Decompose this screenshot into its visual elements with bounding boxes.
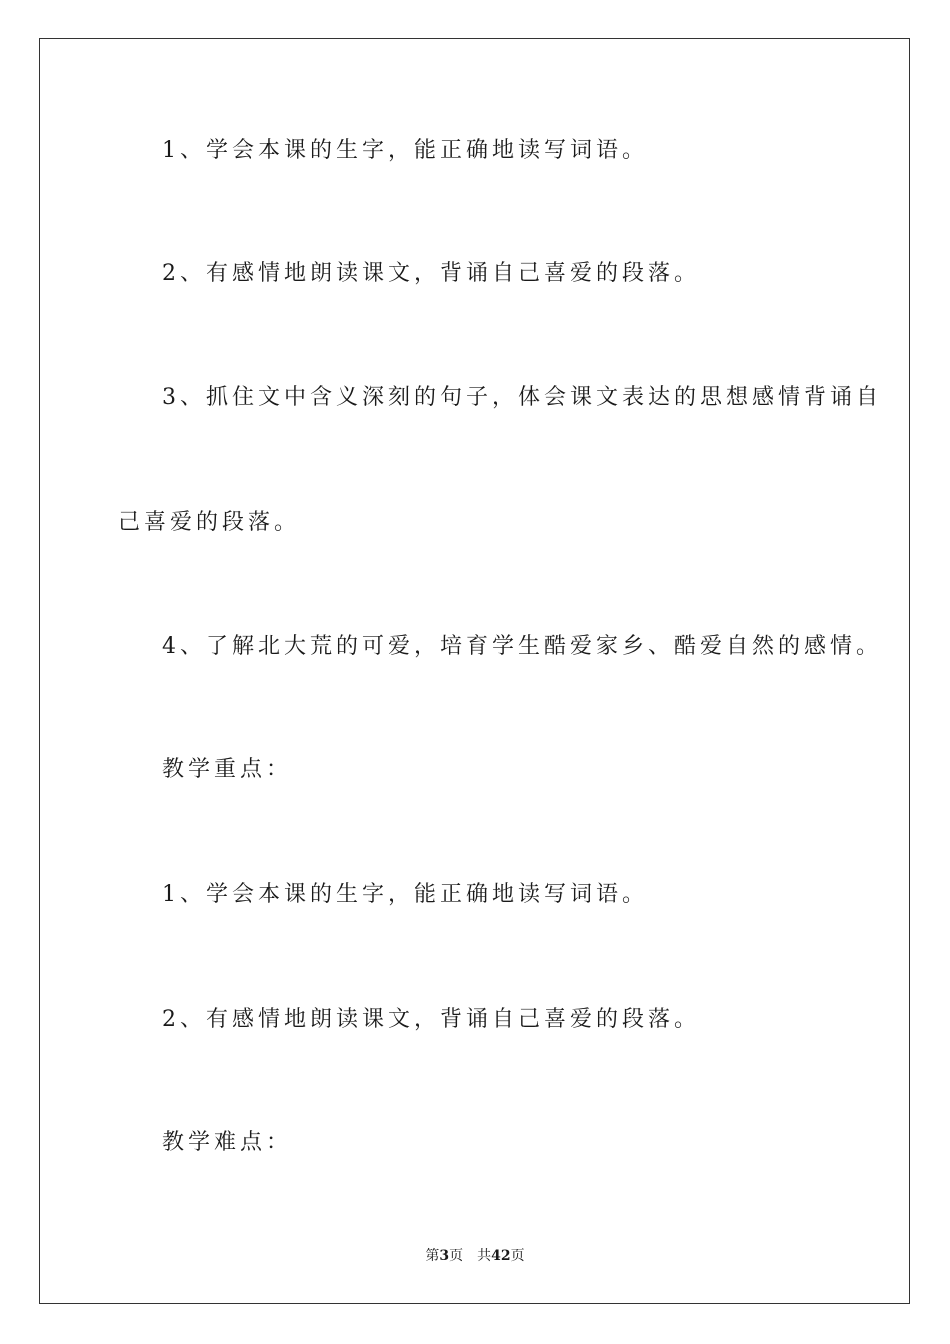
footer-total-suffix: 页 xyxy=(510,1248,525,1264)
footer-page-number: 3 xyxy=(439,1248,450,1264)
footer-page-prefix: 第 xyxy=(425,1248,440,1264)
section-heading-difficulties: 教学难点： xyxy=(162,1130,293,1155)
objective-4: 4、了解北大荒的可爱，培育学生酷爱家乡、酷爱自然的感情。 xyxy=(162,634,882,659)
footer-total-prefix: 共 xyxy=(477,1248,492,1264)
key-point-2: 2、有感情地朗读课文，背诵自己喜爱的段落。 xyxy=(162,1007,700,1032)
page-footer xyxy=(0,1246,950,1266)
objective-2: 2、有感情地朗读课文，背诵自己喜爱的段落。 xyxy=(162,261,700,286)
objective-1: 1、学会本课的生字，能正确地读写词语。 xyxy=(162,138,648,163)
objective-3: 3、抓住文中含义深刻的句子，体会课文表达的思想感情背诵自 xyxy=(162,385,882,410)
page-border xyxy=(39,38,910,1304)
key-point-1: 1、学会本课的生字，能正确地读写词语。 xyxy=(162,882,648,907)
footer-total-pages: 42 xyxy=(491,1248,511,1264)
objective-3-continued: 己喜爱的段落。 xyxy=(118,510,301,535)
section-heading-key-points: 教学重点： xyxy=(162,757,293,782)
footer-page-suffix: 页 xyxy=(449,1248,464,1264)
